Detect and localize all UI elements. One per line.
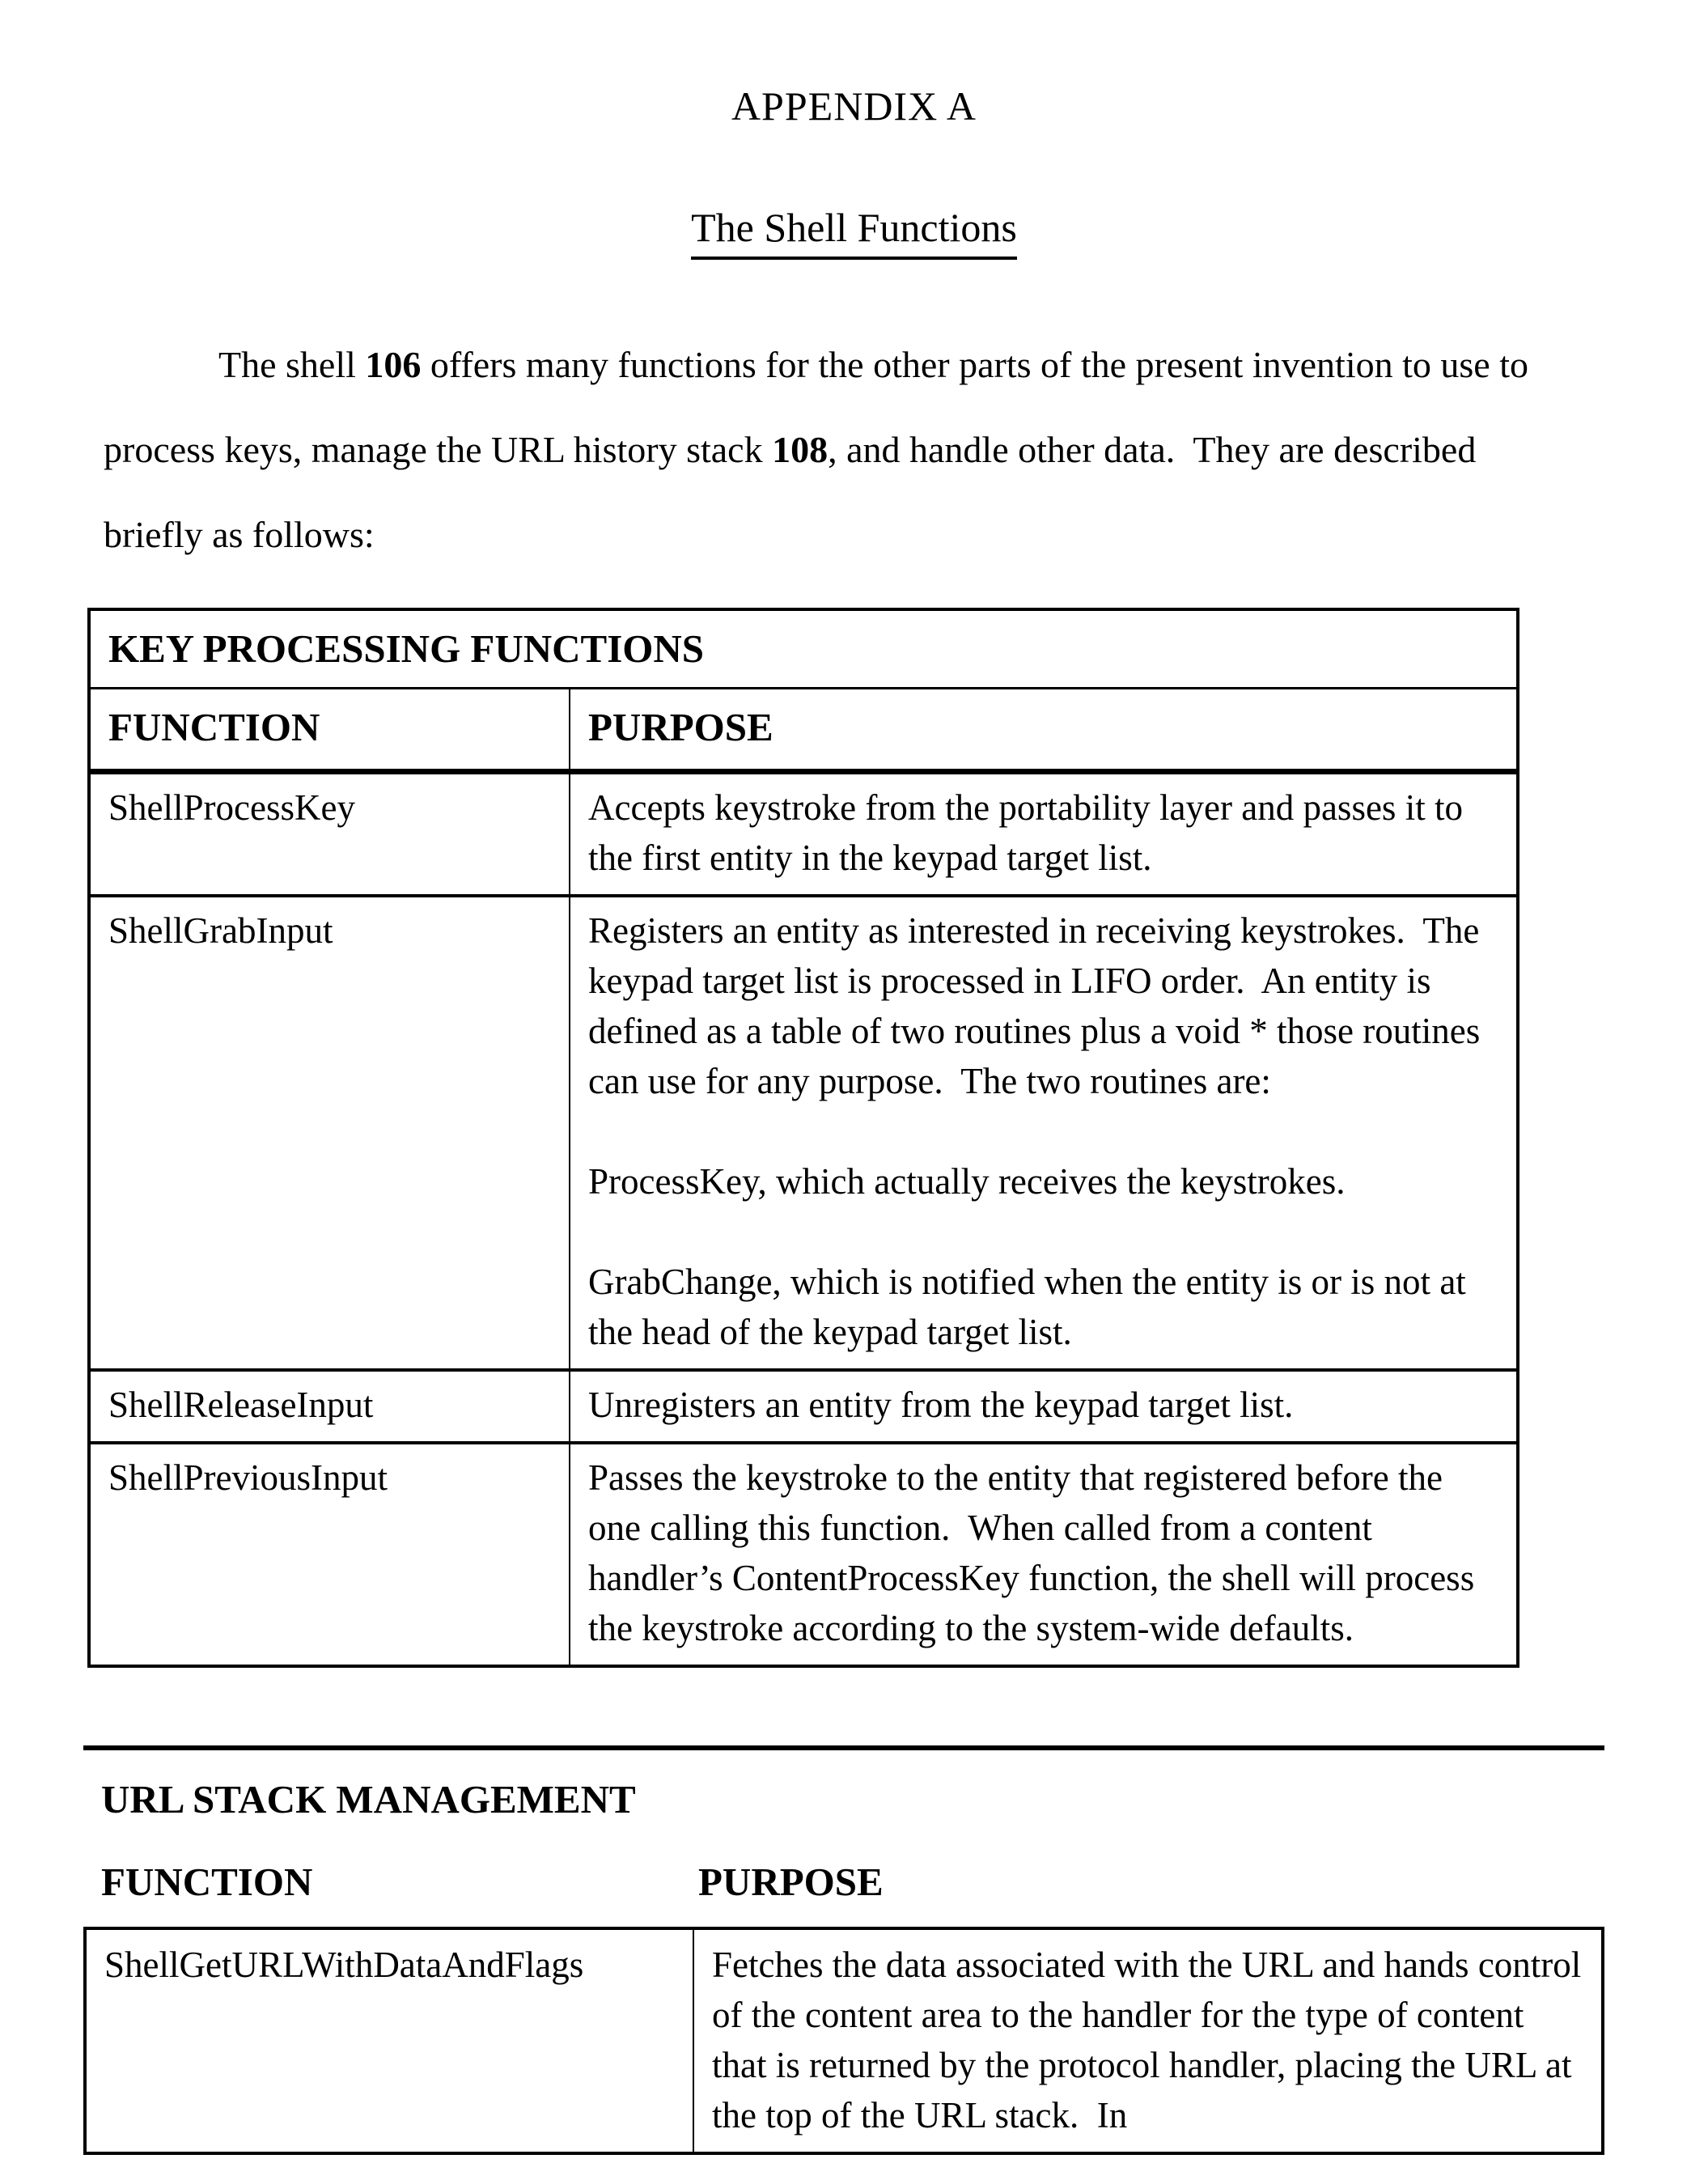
table-caption: KEY PROCESSING FUNCTIONS [89,609,1518,689]
section-header-row [101,1857,1604,1907]
purpose-cell [570,1443,1518,1666]
key-processing-functions-table [87,608,1519,1668]
table-row [85,1928,1603,2153]
column-header-purpose: PURPOSE [698,1860,884,1904]
section-caption: URL STACK MANAGEMENT [101,1777,636,1822]
table-row [89,1443,1518,1666]
doc-subtitle [0,202,1708,252]
url-stack-management-section [83,1745,1604,2155]
function-name-cell: ShellReleaseInput [89,1370,570,1443]
purpose-cell [570,1370,1518,1443]
table-header-row [89,689,1518,772]
function-name-cell: ShellGrabInput [89,896,570,1370]
table-row [89,896,1518,1370]
purpose-paragraph: Registers an entity as interested in receiving keystrokes. The keypad target list is processed in LIFO order. An entity is defined as a table of two routines plus a void * those routines can use for any purpose. The two routines are: [588,910,1490,1101]
appendix-title: APPENDIX A [731,83,977,129]
doc-subtitle-text: The Shell Functions [691,205,1017,260]
function-name-cell: ShellGetURLWithDataAndFlags [104,1945,584,1985]
intro-text-2: offers many functions for the other parts of the present invention to use to process keys, manage the URL history stack [104,344,1538,470]
purpose-cell [570,772,1518,897]
intro-text-1: The shell [218,344,366,385]
purpose-paragraph: Accepts keystroke from the portability layer and passes it to the first entity in the keypad target list. [588,787,1473,878]
table-caption-row [89,609,1518,689]
section-top-rule [83,1745,1604,1750]
table-row [89,772,1518,897]
table-row [89,1370,1518,1443]
function-name-cell: ShellPreviousInput [89,1443,570,1666]
intro-paragraph [104,322,1558,577]
purpose-paragraph: Unregisters an entity from the keypad target list. [588,1385,1294,1425]
purpose-paragraph: ProcessKey, which actually receives the keystrokes. [588,1161,1346,1202]
column-header-function: FUNCTION [101,1860,313,1904]
reference-numeral-108: 108 [772,429,829,470]
reference-numeral-106: 106 [365,344,422,385]
purpose-paragraph: GrabChange, which is notified when the entity is or is not at the head of the keypad target list. [588,1262,1476,1352]
purpose-paragraph: Passes the keystroke to the entity that registered before the one calling this function. When called from a content handler’s ContentProcessKey function, the shell will process the keystroke according to the system-wide defaults. [588,1457,1484,1648]
purpose-paragraph: Fetches the data associated with the URL and hands control of the content area to the handler for the type of content that is returned by the protocol handler, placing the URL at the top of the URL stack. In [712,1945,1591,2135]
purpose-cell [693,1928,1603,2153]
function-name-cell: ShellProcessKey [89,772,570,897]
column-header-function: FUNCTION [89,689,570,772]
url-stack-management-table [83,1927,1604,2155]
column-header-purpose: PURPOSE [570,689,1518,772]
intro-text-3: , and handle other data. They are described briefly as follows: [104,429,1485,555]
purpose-cell [570,896,1518,1370]
